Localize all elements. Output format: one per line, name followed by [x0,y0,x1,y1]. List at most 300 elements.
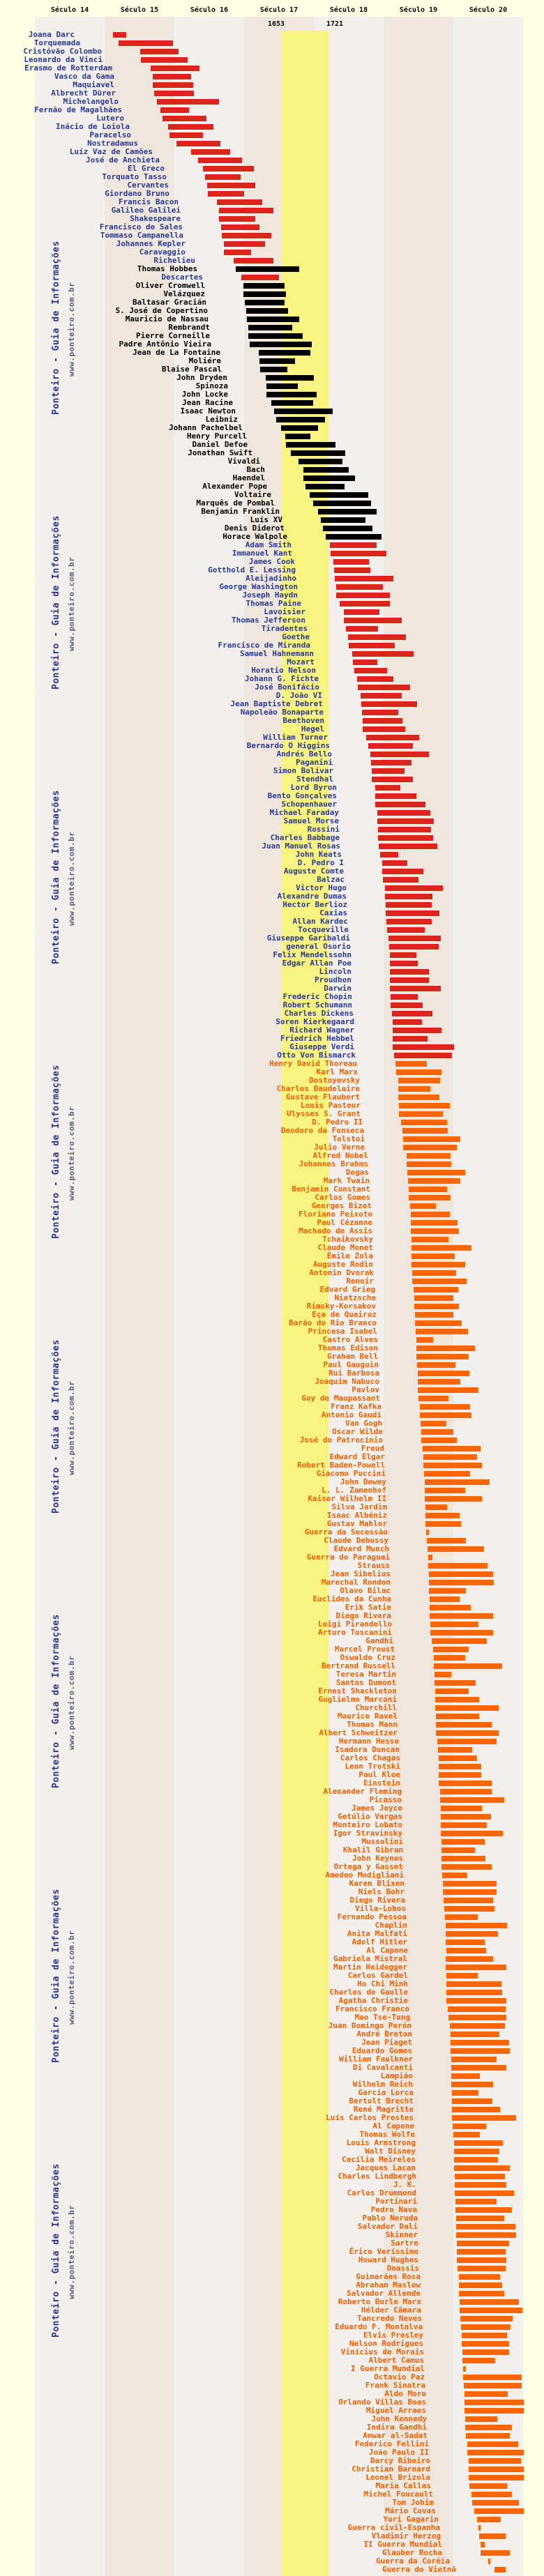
person-label[interactable]: Isadora Duncan [335,1745,400,1754]
person-label[interactable]: general Osorio [286,942,351,951]
person-label[interactable]: Edward Elgar [329,1452,385,1461]
person-label[interactable]: Leonel Brizola [365,2473,430,2482]
person-label[interactable]: Mao Tse-Tung [354,2013,410,2022]
person-label[interactable]: Paracelso [89,130,131,139]
person-label[interactable]: Antonio Gaudí [321,1410,381,1419]
person-label[interactable]: Francisco Franco [335,2004,409,2013]
person-label[interactable]: Salvador Allende [347,2289,421,2298]
person-label[interactable]: Leibniz [205,415,238,424]
person-label[interactable]: Stendhal [296,775,333,784]
person-label[interactable]: John Dewey [340,1477,386,1486]
person-label[interactable]: Maurice Ravel [337,1712,398,1721]
person-label[interactable]: Olavo Bilac [340,1586,391,1595]
person-label[interactable]: Henry Purcell [186,432,247,441]
person-label[interactable]: Eça de Queiroz [312,1310,377,1319]
person-label[interactable]: Charles Babbage [270,833,340,842]
person-label[interactable]: Di Cavalcanti [352,2063,413,2072]
person-label[interactable]: Robert Baden-Powell [297,1461,385,1470]
person-label[interactable]: Thomas Jefferson [232,616,305,625]
person-label[interactable]: Juan Manuel Rosas [262,841,340,851]
person-label[interactable]: Vladimir Herzog [371,2531,441,2540]
person-label[interactable]: Silva Jardim [331,1502,387,1511]
person-label[interactable]: Pierre Corneille [136,331,210,340]
person-label[interactable]: Albert Schweitzer [319,1728,398,1737]
person-label[interactable]: Pablo Neruda [362,2213,418,2223]
person-label[interactable]: D. João VI [275,691,322,700]
person-label[interactable]: Octavio Paz [374,2372,425,2381]
person-label[interactable]: Paul Gauguin [323,1360,379,1369]
person-label[interactable]: Ortega y Gasset [333,1862,403,1871]
person-label[interactable]: Guerra civil-Espanha [347,2523,440,2532]
person-label[interactable]: Luigi Pirandello [318,1619,392,1629]
person-label[interactable]: Eduardo Gomes [352,2046,412,2055]
person-label[interactable]: Diego Rivera [349,1896,405,1905]
person-label[interactable]: Rossini [307,825,340,834]
person-label[interactable]: Charles Lindbergh [338,2172,416,2181]
person-label[interactable]: Elvis Presley [363,2331,423,2340]
person-label[interactable]: Khalil Gibran [342,1845,403,1854]
person-label[interactable]: Proudhon [315,975,352,984]
person-label[interactable]: Jean Sibelius [330,1569,391,1578]
person-label[interactable]: Georges Bizet [311,1201,372,1210]
person-label[interactable]: Michael Faraday [269,808,339,817]
person-label[interactable]: Santos Dumont [335,1678,396,1687]
person-label[interactable]: Gotthold E. Lessing [208,565,296,574]
person-label[interactable]: Edgar Allan Poe [282,959,352,968]
person-label[interactable]: Paul Klee [358,1770,400,1779]
person-label[interactable]: José Bonifácio [255,683,319,692]
person-label[interactable]: Getúlio Vargas [338,1812,402,1821]
person-label[interactable]: Thomas Edison [317,1343,378,1352]
person-label[interactable]: Monteiro Lobato [333,1820,402,1829]
person-label[interactable]: Miguel Arraes [365,2406,426,2415]
person-label[interactable]: Auguste Comte [283,867,344,876]
person-label[interactable]: Marechal Rondon [321,1578,391,1587]
person-label[interactable]: Alexandre Dumas [277,892,347,901]
person-label[interactable]: Vinícius de Morais [340,2347,424,2356]
person-label[interactable]: Fernão de Magalhães [34,105,122,114]
person-label[interactable]: William Turner [263,733,328,742]
person-label[interactable]: Jean de La Fontaine [133,348,220,357]
person-label[interactable]: Carlos Drummond [347,2188,416,2197]
person-label[interactable]: Horace Walpole [222,532,287,541]
person-label[interactable]: Lutero [96,114,124,123]
person-label[interactable]: Guerra do Vietnã [382,2565,456,2574]
person-label[interactable]: Francis Bacon [118,197,179,206]
person-label[interactable]: Soren Kierkegaard [275,1017,354,1026]
person-label[interactable]: Yuri Gagarin [383,2515,439,2524]
person-label[interactable]: Auguste Rodin [312,1260,373,1269]
person-label[interactable]: Strauss [357,1561,390,1570]
person-label[interactable]: Edvard Grieg [319,1285,375,1294]
person-label[interactable]: Wilhelm Reich [352,2080,413,2089]
person-label[interactable]: Balzac [317,875,345,884]
person-label[interactable]: Orlando Villas Boas [338,2398,426,2407]
person-label[interactable]: Louis Pasteur [300,1101,361,1110]
person-label[interactable]: John Locke [181,390,228,399]
person-label[interactable]: Niels Bohr [358,1887,405,1896]
person-label[interactable]: Isaac Newton [180,406,236,416]
person-label[interactable]: Castro Alves [322,1335,378,1344]
person-label[interactable]: Spinoza [195,381,228,390]
person-label[interactable]: Hector Berlioz [282,900,347,909]
person-label[interactable]: Caxias [319,908,347,917]
person-label[interactable]: Anwar al-Sadat [363,2431,428,2440]
person-label[interactable]: Goethe [282,632,310,641]
person-label[interactable]: Voltaire [234,490,271,499]
person-label[interactable]: Sartre [391,2239,418,2248]
person-label[interactable]: Erik Satie [345,1603,391,1612]
person-label[interactable]: Immanuel Kant [232,549,292,558]
person-label[interactable]: Isaac Albéniz [326,1511,387,1520]
person-label[interactable]: Gandhi [365,1636,393,1645]
person-label[interactable]: Guimarães Rosa [356,2272,421,2281]
person-label[interactable]: Bach [246,465,265,474]
person-label[interactable]: Nostradamus [87,139,138,148]
person-label[interactable]: Louis Armstrong [346,2138,416,2147]
person-label[interactable]: Moliére [188,356,221,365]
person-label[interactable]: Mauricio de Nassau [125,314,209,323]
person-label[interactable]: Adam Smith [245,540,292,549]
person-label[interactable]: Thomas Mann [347,1720,398,1729]
person-label[interactable]: S. José de Copertino [115,306,208,315]
person-label[interactable]: Richelieu [153,256,195,265]
person-label[interactable]: Gustave Flaubert [286,1092,360,1102]
person-label[interactable]: Oliver Cromwell [135,281,205,290]
person-label[interactable]: Descartes [161,273,203,282]
person-label[interactable]: Giordano Bruno [105,189,169,198]
person-label[interactable]: Aldo Moro [384,2389,426,2398]
person-label[interactable]: José de Anchieta [86,155,160,165]
person-label[interactable]: Ho Chi Minh [357,1979,408,1988]
person-label[interactable]: Roberto Burle Marx [338,2297,421,2306]
person-label[interactable]: Luís Carlos Prestes [326,2113,414,2122]
person-label[interactable]: Diego Rivera [335,1611,391,1620]
person-label[interactable]: Martin Heidegger [333,1963,407,1972]
person-label[interactable]: Maria Callas [375,2481,431,2490]
person-label[interactable]: Erasmo de Rotterdam [24,63,112,73]
person-label[interactable]: Aleijadinho [245,574,296,583]
person-label[interactable]: Giacomo Puccini [316,1469,386,1478]
person-label[interactable]: Kaiser Wilhelm II [308,1494,386,1503]
person-label[interactable]: Carlos Chagas [340,1753,400,1762]
person-label[interactable]: Van Gogh [345,1419,382,1428]
person-label[interactable]: Richard Wagner [289,1026,354,1035]
person-label[interactable]: Daniel Defoe [192,440,248,449]
person-label[interactable]: Johannes Brahms [299,1159,368,1168]
person-label[interactable]: Amedeo Modigliani [325,1870,404,1880]
person-label[interactable]: Villa-Lobos [355,1904,406,1913]
person-label[interactable]: Torquemada [33,38,80,47]
person-label[interactable]: Tommaso Campanella [100,231,183,240]
person-label[interactable]: Guy de Maupassant [301,1394,380,1403]
person-label[interactable]: Blaise Pascal [161,365,222,374]
person-label[interactable]: Lampião [380,2071,413,2080]
person-label[interactable]: Teresa Martin [335,1670,396,1679]
person-label[interactable]: Marcel Proust [334,1645,395,1654]
person-label[interactable]: James Cook [248,557,295,566]
person-label[interactable]: Marquês de Pombal [196,498,275,508]
person-label[interactable]: John Kennedy [371,2414,427,2423]
person-label[interactable]: Velázquez [163,289,205,298]
person-label[interactable]: Johann Pachelbel [169,423,243,432]
person-label[interactable]: Abraham Maslow [356,2280,421,2289]
person-label[interactable]: William Faulkner [339,2055,413,2064]
person-label[interactable]: Émile Zola [326,1251,373,1260]
person-label[interactable]: Cristóvão Colombo [23,47,102,56]
person-label[interactable]: Rui Barbosa [328,1369,379,1378]
person-label[interactable]: Guerra do Paraguai [306,1553,390,1562]
person-label[interactable]: Charles de Gaulle [329,1988,408,1997]
person-label[interactable]: Vivaldi [227,457,260,466]
person-label[interactable]: Howard Hughes [358,2255,418,2264]
person-label[interactable]: Antonin Dvorak [309,1268,374,1277]
person-label[interactable]: José do Patrocínio [299,1435,383,1445]
person-label[interactable]: Bernardo O Higgins [246,741,330,750]
person-label[interactable]: D. Pedro II [312,1118,363,1127]
person-label[interactable]: Darwin [324,984,352,993]
person-label[interactable]: Thomas Paine [245,599,301,608]
person-label[interactable]: Eduardo F. Montalva [335,2322,423,2331]
person-label[interactable]: Mário Covas [385,2506,436,2515]
person-label[interactable]: Pavlov [352,1385,379,1394]
person-label[interactable]: Skinner [385,2230,418,2239]
person-label[interactable]: Schopenhauer [281,800,337,809]
person-label[interactable]: Ernest Shackleton [318,1686,397,1695]
person-label[interactable]: Jonathan Swift [188,448,252,457]
person-label[interactable]: Julio Verne [314,1143,365,1152]
person-label[interactable]: Michel Foucault [363,2490,433,2499]
person-label[interactable]: Beethoven [282,716,324,725]
person-label[interactable]: Floriano Peixoto [299,1210,372,1219]
person-label[interactable]: Alexander Pope [202,482,267,491]
person-label[interactable]: Mark Twain [323,1176,370,1185]
person-label[interactable]: Denis Diderot [224,524,285,533]
person-label[interactable]: Renoir [346,1276,374,1286]
person-label[interactable]: Maquiavel [73,80,114,89]
person-label[interactable]: D. Pedro I [297,858,344,867]
person-label[interactable]: II Guerra Mundial [363,2540,442,2549]
person-label[interactable]: Gabriela Mistral [333,1954,407,1963]
person-label[interactable]: Jean Baptiste Debret [230,699,323,708]
person-label[interactable]: Gustav Mahler [326,1519,387,1528]
person-label[interactable]: Dostoyevsky [309,1076,360,1085]
person-label[interactable]: Carlos Gardel [347,1971,408,1980]
person-label[interactable]: Allan Kardec [292,917,348,926]
person-label[interactable]: Anita Malfati [347,1929,407,1938]
person-label[interactable]: Padre Antônio Vieira [119,340,211,349]
person-label[interactable]: Machado de Assis [299,1226,372,1235]
person-label[interactable]: Karl Marx [316,1067,358,1076]
person-label[interactable]: Alfred Nobel [312,1151,368,1160]
person-label[interactable]: Al Capone [372,2121,414,2131]
person-label[interactable]: Francisco de Sales [99,222,183,231]
person-label[interactable]: Paul Cézanne [317,1218,372,1227]
person-label[interactable]: Tolstoi [332,1134,365,1143]
person-label[interactable]: John Keats [295,850,342,859]
person-label[interactable]: Luíz Vaz de Camões [69,147,153,156]
person-label[interactable]: Federico Fellini [355,2439,429,2448]
person-label[interactable]: Vasco da Gama [54,72,114,81]
person-label[interactable]: Hegel [301,724,324,733]
person-label[interactable]: Tchaikovsky [322,1235,373,1244]
person-label[interactable]: Otto Von Bismarck [277,1051,356,1060]
person-label[interactable]: García Lorca [358,2088,414,2097]
person-label[interactable]: Benjamin Franklin [201,507,280,516]
person-label[interactable]: Inácio de Loiola [56,122,130,131]
person-label[interactable]: Adolf Hitler [352,1937,407,1946]
person-label[interactable]: Fernando Pessoa [337,1912,407,1921]
person-label[interactable]: Jean Piaget [361,2038,412,2047]
person-label[interactable]: Carlos Gomes [315,1193,370,1202]
person-label[interactable]: Euclides da Cunha [312,1594,391,1603]
person-label[interactable]: Bertolt Brecht [349,2096,414,2105]
person-label[interactable]: Jacques Lacan [355,2163,416,2172]
person-label[interactable]: Rembrandt [168,323,210,332]
person-label[interactable]: Samuel Morse [283,816,339,825]
person-label[interactable]: Chaplin [375,1921,407,1930]
person-label[interactable]: Oswaldo Cruz [340,1653,395,1662]
person-label[interactable]: Giuseppe Garibaldi [266,933,350,943]
person-label[interactable]: Tancredo Neves [357,2314,422,2323]
person-label[interactable]: Tiradentes [261,624,308,633]
person-label[interactable]: Churchill [355,1703,397,1712]
person-label[interactable]: Francisco de Miranda [218,641,310,650]
person-label[interactable]: J. K. [393,2180,416,2189]
person-label[interactable]: Charles Dickens [284,1009,354,1018]
person-label[interactable]: Pedro Nava [370,2205,417,2214]
person-label[interactable]: Henry David Thoreau [269,1059,357,1068]
person-label[interactable]: Nelson Rodrigues [349,2339,423,2348]
person-label[interactable]: John Dryden [176,373,227,382]
person-label[interactable]: Caravaggio [139,247,186,257]
person-label[interactable]: Giuseppe Verdi [289,1042,354,1051]
person-label[interactable]: Christian Barnard [352,2464,430,2474]
person-label[interactable]: El Greco [128,164,165,173]
person-label[interactable]: Ulysses S. Grant [287,1109,361,1118]
person-label[interactable]: Michelangelo [63,97,119,106]
person-label[interactable]: Degas [345,1168,369,1177]
person-label[interactable]: Edvard Munch [333,1544,389,1553]
person-label[interactable]: Lavoisier [264,607,305,616]
person-label[interactable]: André Breton [356,2029,412,2038]
person-label[interactable]: Simon Bolívar [273,766,333,775]
person-label[interactable]: Onassis [386,2264,419,2273]
person-label[interactable]: George Washington [219,582,298,591]
person-label[interactable]: Robert Schumann [282,1000,352,1009]
person-label[interactable]: Victor Hugo [296,883,347,892]
person-label[interactable]: Érico Veríssimo [349,2247,418,2256]
person-label[interactable]: Hélder Câmara [361,2306,421,2315]
person-label[interactable]: Baltasar Gracián [133,298,206,307]
person-label[interactable]: Leon Trotski [345,1762,400,1771]
person-label[interactable]: Thomas Wolfe [359,2130,415,2139]
person-label[interactable]: Barão do Rio Branco [289,1318,377,1327]
person-label[interactable]: Alexander Fleming [323,1787,402,1796]
person-label[interactable]: Cervantes [127,181,169,190]
person-label[interactable]: L. L. Zamenhof [322,1486,386,1495]
person-label[interactable]: Nietzsche [334,1293,376,1302]
person-label[interactable]: Friedrich Hebbel [280,1034,354,1043]
person-label[interactable]: Oscar Wilde [332,1427,383,1436]
person-label[interactable]: Mussolini [361,1837,403,1846]
person-label[interactable]: Bento Gonçalves [267,791,337,800]
person-label[interactable]: Charles Baudelaire [276,1084,360,1093]
person-label[interactable]: Andrés Bello [276,749,332,759]
person-label[interactable]: Torquato Tasso [102,172,167,181]
person-label[interactable]: Picasso [369,1795,402,1804]
person-label[interactable]: Frederic Chopin [282,992,352,1001]
person-label[interactable]: Samuel Hahnemann [240,649,314,658]
person-label[interactable]: Walt Disney [365,2147,416,2156]
person-label[interactable]: Albert Camus [368,2356,424,2365]
person-label[interactable]: Lord Byron [290,783,337,792]
person-label[interactable]: Paganini [296,758,333,767]
person-label[interactable]: Thomas Hobbes [137,264,197,273]
person-label[interactable]: Jean Racine [182,398,233,407]
person-label[interactable]: Felix Mendelssohn [273,950,352,959]
person-label[interactable]: Johannes Kepler [116,239,186,248]
person-label[interactable]: Leonardo da Vinci [24,55,103,64]
person-label[interactable]: Igor Stravinsky [333,1829,402,1838]
person-label[interactable]: Joseph Haydn [242,590,298,600]
person-label[interactable]: Tom Jobim [392,2498,434,2507]
person-label[interactable]: Deodoro da Fonseca [280,1126,364,1135]
person-label[interactable]: Claude Monet [317,1243,373,1252]
person-label[interactable]: Hermann Hesse [338,1737,399,1746]
person-label[interactable]: Tocqueville [298,925,349,934]
person-label[interactable]: Indira Gandhi [366,2423,427,2432]
person-label[interactable]: Graham Bell [327,1352,378,1361]
person-label[interactable]: I Guerra Mundial [351,2364,425,2373]
person-label[interactable]: Haendel [232,473,265,482]
person-label[interactable]: Darcy Ribeiro [370,2456,430,2465]
person-label[interactable]: Karen Blixen [349,1879,405,1888]
person-label[interactable]: Lincoln [319,967,352,976]
person-label[interactable]: Frank Sinatra [365,2381,425,2390]
person-label[interactable]: John Keynes [352,1854,403,1863]
person-label[interactable]: Benjamin Constant [292,1184,370,1194]
person-label[interactable]: Galileo Galilei [111,206,181,215]
person-label[interactable]: Joana Darc [28,30,75,39]
person-label[interactable]: Luís XV [250,515,282,524]
person-label[interactable]: Joaquim Nabuco [315,1377,379,1386]
person-label[interactable]: Einstein [363,1778,400,1788]
person-label[interactable]: Albrecht Dürer [51,89,116,98]
person-label[interactable]: Napoleão Bonaparte [240,708,324,717]
person-label[interactable]: Horatio Nelson [251,666,316,675]
person-label[interactable]: Al Capone [366,1946,408,1955]
person-label[interactable]: Franz Kafka [331,1402,381,1411]
person-label[interactable]: Arturo Toscanini [318,1628,392,1637]
person-label[interactable]: Mozart [287,657,315,666]
person-label[interactable]: Cecília Meireles [342,2155,416,2164]
person-label[interactable]: Salvador Dali [357,2222,418,2231]
person-label[interactable]: Glauber Rocha [381,2548,442,2557]
person-label[interactable]: Guerra da Secessão [304,1527,388,1537]
person-label[interactable]: Juan Domingo Perón [328,2021,411,2030]
person-label[interactable]: Agatha Christie [338,1996,408,2005]
person-label[interactable]: Bertrand Russell [322,1661,395,1670]
person-label[interactable]: Shakespeare [130,214,181,223]
person-label[interactable]: Rimsky-Korsakov [306,1302,376,1311]
person-label[interactable]: René Magritte [353,2105,414,2114]
person-label[interactable]: Freud [361,1444,384,1453]
person-label[interactable]: Guglielmo Marconi [318,1695,397,1704]
person-label[interactable]: Claude Debussy [324,1536,388,1545]
person-label[interactable]: João Paulo II [368,2448,429,2457]
person-label[interactable]: James Joyce [352,1804,402,1813]
